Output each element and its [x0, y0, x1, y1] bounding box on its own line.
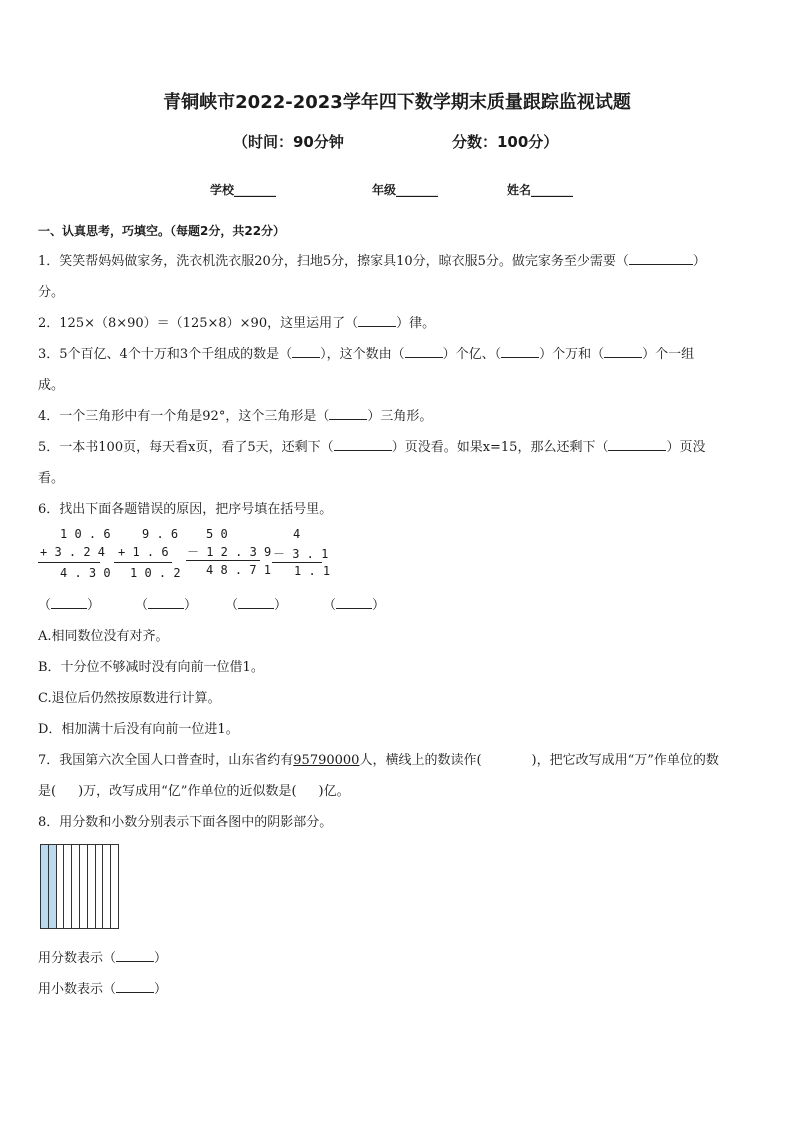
- question-7-line2: 是( )万，改写成用“亿”作单位的近似数是( )亿。: [38, 784, 350, 799]
- answer-blank[interactable]: [51, 608, 87, 609]
- question-3: 3．5个百亿、4个十万和3个千组成的数是（ ），这个数由（ ）个亿、（ ）个万和（ ）个一组: [38, 347, 695, 362]
- problem-4-operand: － 3 . 1: [273, 547, 329, 561]
- decimal-answer: 用小数表示（ ）: [38, 982, 168, 997]
- grid-column: [41, 845, 49, 928]
- problem-3-top: 5 0: [206, 527, 228, 541]
- answer-blank[interactable]: [116, 961, 154, 962]
- answer-blank[interactable]: [238, 608, 274, 609]
- problem-4-top: 4: [293, 527, 301, 541]
- option-a: A.相同数位没有对齐。: [38, 629, 169, 644]
- grid-column: [72, 845, 80, 928]
- question-7: 7．我国第六次全国人口普查时，山东省约有95790000人，横线上的数读作( )，把它改写成用“万”作单位的数: [38, 753, 719, 768]
- problem-2-result: 1 0 . 2: [130, 566, 181, 580]
- answer-blank[interactable]: [116, 992, 154, 993]
- grid-column: [49, 845, 57, 928]
- question-3-line2: 成。: [38, 378, 65, 393]
- answer-blank[interactable]: [608, 450, 666, 451]
- grid-column: [80, 845, 88, 928]
- problem-2-top: 9 . 6: [142, 527, 179, 541]
- answer-blank[interactable]: [604, 357, 642, 358]
- problem-4-answer: （ ）: [323, 598, 386, 613]
- question-1: 1．笑笑帮妈妈做家务，洗衣机洗衣服20分，扫地5分，擦家具10分，晾衣服5分。做完家务至少需要（ ）: [38, 254, 706, 269]
- exam-score: 分数：100分）: [452, 133, 559, 151]
- fraction-answer: 用分数表示（ ）: [38, 951, 168, 966]
- answer-blank[interactable]: [336, 608, 372, 609]
- problem-1-operand: + 3 . 2 4: [40, 545, 106, 559]
- grid-column: [64, 845, 72, 928]
- answer-blank[interactable]: [501, 357, 539, 358]
- shaded-grid-figure: [40, 844, 119, 929]
- grid-column: [57, 845, 65, 928]
- question-2: 2．125×（8×90）＝（125×8）×90，这里运用了（ ）律。: [38, 316, 436, 331]
- name-field[interactable]: 姓名_______: [507, 183, 574, 197]
- answer-blank[interactable]: [334, 450, 392, 451]
- problem-1-top: 1 0 . 6: [60, 527, 111, 541]
- option-b: B．十分位不够减时没有向前一位借1。: [38, 660, 264, 675]
- problem-4-result: 1 . 1: [294, 564, 331, 578]
- answer-blank[interactable]: [629, 264, 693, 265]
- page-title: 青铜峡市2022-2023学年四下数学期末质量跟踪监视试题: [163, 92, 631, 113]
- problem-3-answer: （ ）: [225, 598, 288, 613]
- grid-column: [103, 845, 111, 928]
- grid-column: [96, 845, 104, 928]
- underlined-number: 95790000: [293, 753, 360, 768]
- section-heading: 一、认真思考，巧填空。（每题2分，共22分）: [38, 224, 286, 238]
- question-5: 5．一本书100页，每天看x页，看了5天，还剩下（ ）页没看。如果x=15，那么还剩下（ ）页没: [38, 440, 706, 455]
- answer-blank[interactable]: [405, 357, 443, 358]
- problem-2-answer: （ ）: [135, 598, 198, 613]
- problem-1-answer: （ ）: [38, 598, 101, 613]
- grade-field[interactable]: 年级_______: [372, 183, 439, 197]
- question-4: 4．一个三角形中有一个角是92°，这个三角形是（ ）三角形。: [38, 409, 433, 424]
- question-1-line2: 分。: [38, 285, 65, 300]
- problem-3-operand: － 1 2 . 3 9: [187, 545, 272, 559]
- answer-blank[interactable]: [148, 608, 184, 609]
- answer-blank[interactable]: [358, 326, 396, 327]
- question-6: 6．找出下面各题错误的原因，把序号填在括号里。: [38, 502, 333, 517]
- exam-time: （时间：90分钟: [233, 133, 344, 151]
- option-d: D．相加满十后没有向前一位进1。: [38, 722, 239, 737]
- answer-blank[interactable]: [329, 419, 367, 420]
- problem-2-operand: + 1 . 6: [118, 545, 169, 559]
- school-field[interactable]: 学校_______: [210, 183, 277, 197]
- grid-column: [88, 845, 96, 928]
- option-c: C.退位后仍然按原数进行计算。: [38, 691, 221, 706]
- question-5-line2: 看。: [38, 471, 65, 486]
- problem-3-result: 4 8 . 7 1: [206, 563, 272, 577]
- problem-1-result: 4 . 3 0: [60, 566, 111, 580]
- grid-column: [111, 845, 118, 928]
- question-8: 8．用分数和小数分别表示下面各图中的阴影部分。: [38, 815, 333, 830]
- answer-blank[interactable]: [292, 357, 320, 358]
